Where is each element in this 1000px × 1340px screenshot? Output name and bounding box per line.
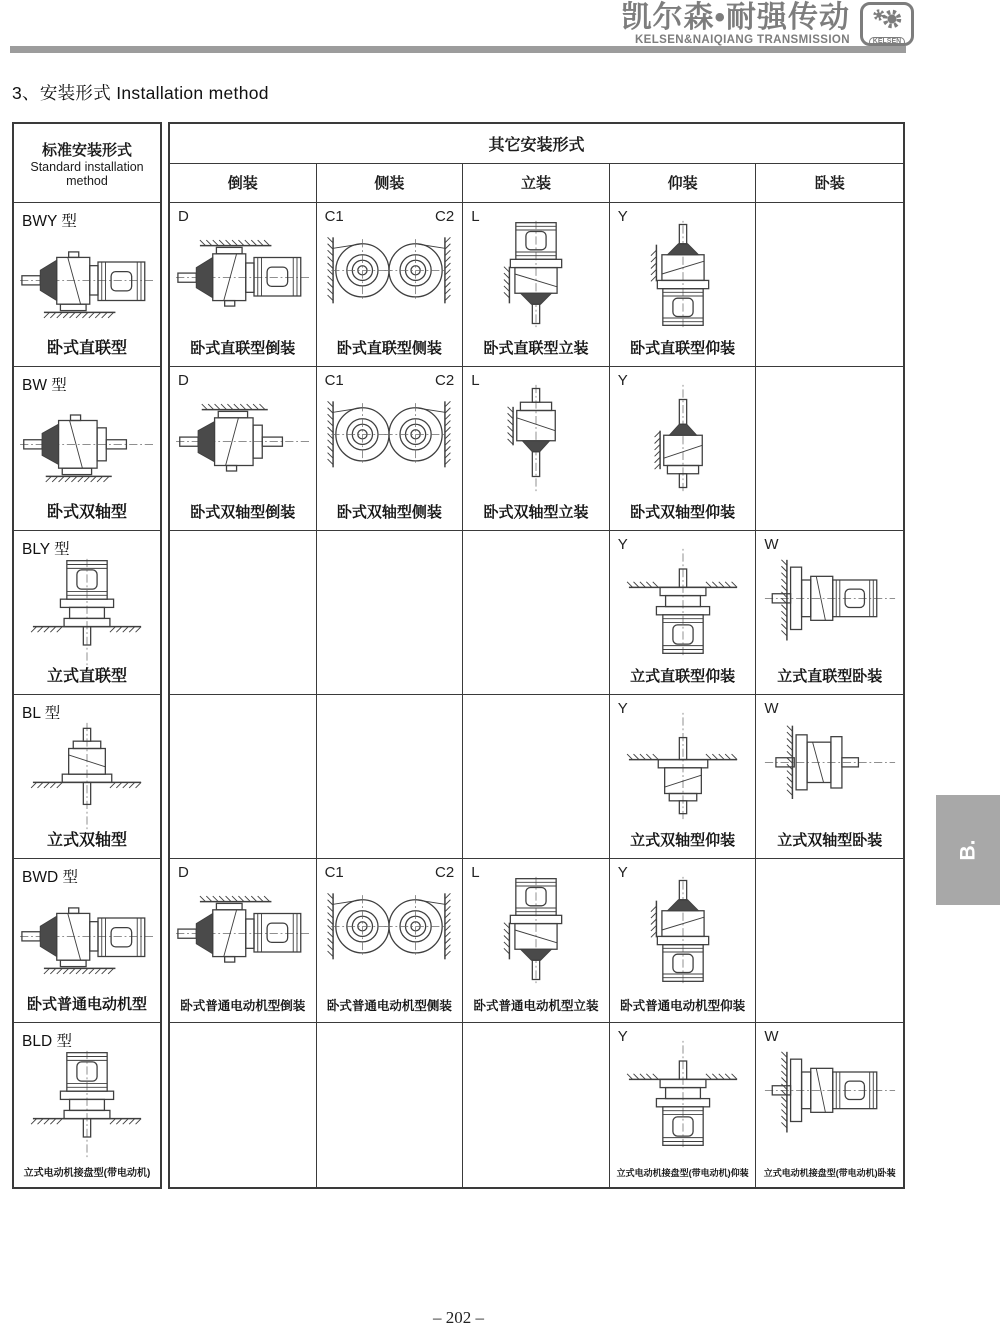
other-installation-table — [168, 122, 905, 1189]
model-caption: 立式直联型 — [46, 668, 127, 685]
column-header-daozhuang: 倒装 — [170, 164, 317, 203]
orientation-code: W — [764, 536, 779, 553]
installation-cell — [170, 859, 317, 1023]
standard-installation-header — [14, 124, 160, 203]
installation-cell — [170, 695, 317, 859]
technical-drawing — [174, 219, 312, 334]
orientation-code: W — [764, 1028, 779, 1045]
standard-header-en2: method — [66, 173, 108, 188]
technical-drawing — [320, 219, 458, 334]
model-label: BWD 型 — [22, 869, 78, 886]
column-header-wozhuang: 卧装 — [814, 175, 845, 193]
cell-caption: 立式双轴型卧装 — [777, 832, 883, 849]
orientation-code: Y — [617, 536, 628, 553]
cell-caption: 立式直联型卧装 — [777, 668, 883, 685]
model-caption: 立式电动机接盘型(带电动机) — [23, 1168, 151, 1179]
technical-drawing — [614, 383, 752, 498]
installation-cell — [463, 531, 610, 695]
orientation-code: L — [471, 372, 480, 389]
orientation-code: C2 — [435, 864, 455, 881]
technical-drawing — [614, 547, 752, 662]
technical-drawing — [614, 219, 752, 334]
model-caption: 卧式双轴型 — [46, 504, 127, 521]
logo-text: KELSEN — [869, 37, 905, 47]
other-installation-grid — [170, 203, 903, 1187]
cell-caption: 卧式直联型倒装 — [190, 340, 296, 357]
technical-drawing — [614, 875, 752, 990]
cell-caption: 卧式普通电动机型立装 — [473, 999, 599, 1013]
brand-name-cn: 凯尔森•耐强传动 — [621, 1, 850, 34]
brand-text — [621, 2, 850, 47]
technical-drawing — [18, 229, 156, 344]
column-header-cezhuang: 侧装 — [317, 164, 464, 203]
cell-caption: 卧式双轴型仰装 — [630, 504, 736, 521]
installation-cell — [463, 859, 610, 1023]
installation-cell — [610, 367, 757, 531]
orientation-code: L — [471, 864, 480, 881]
technical-drawing — [614, 711, 752, 826]
technical-drawing — [18, 393, 156, 508]
installation-cell — [756, 531, 903, 695]
orientation-code: L — [471, 208, 480, 225]
installation-cell — [610, 859, 757, 1023]
installation-cell — [317, 367, 464, 531]
orientation-code: C1 — [324, 208, 344, 225]
standard-model-cell — [14, 203, 160, 367]
standard-model-cell — [14, 367, 160, 531]
model-label: BLD 型 — [22, 1033, 72, 1050]
brand-name-en: KELSEN&NAIQIANG TRANSMISSION — [634, 34, 850, 46]
model-label: BL 型 — [22, 705, 61, 722]
model-label: BLY 型 — [22, 541, 70, 558]
standard-header-cn: 标准安装形式 — [41, 141, 132, 159]
orientation-code: D — [178, 208, 189, 225]
installation-cell — [317, 695, 464, 859]
installation-cell — [170, 203, 317, 367]
technical-drawing — [18, 557, 156, 672]
installation-cell — [463, 367, 610, 531]
installation-cell — [610, 203, 757, 367]
cell-caption: 卧式双轴型立装 — [483, 504, 589, 521]
brand-header — [621, 2, 914, 47]
technical-drawing — [761, 711, 899, 826]
technical-drawing — [320, 875, 458, 990]
orientation-code: C2 — [435, 372, 455, 389]
cell-caption: 卧式双轴型侧装 — [336, 504, 442, 521]
cell-caption: 立式直联型仰装 — [630, 668, 736, 685]
technical-drawing — [174, 383, 312, 498]
model-caption: 卧式直联型 — [46, 340, 127, 357]
standard-header-en1: Standard installation — [30, 159, 144, 174]
section-tab-label: B. — [956, 839, 979, 861]
other-installation-header: 其它安装形式 — [170, 124, 903, 164]
orientation-code: Y — [617, 372, 628, 389]
orientation-code: C2 — [435, 208, 455, 225]
technical-drawing — [761, 1039, 899, 1154]
model-label: BW 型 — [22, 377, 67, 394]
cell-caption: 卧式普通电动机型侧装 — [326, 999, 452, 1013]
technical-drawing — [467, 875, 605, 990]
installation-cell — [756, 859, 903, 1023]
page-title: 3、安装形式 Installation method — [12, 83, 269, 103]
installation-cell — [317, 203, 464, 367]
page-number: – 202 – — [433, 1308, 484, 1327]
installation-cell — [610, 531, 757, 695]
orientation-code: W — [764, 700, 779, 717]
installation-cell — [170, 531, 317, 695]
cell-caption: 卧式普通电动机型倒装 — [180, 999, 306, 1013]
orientation-header-row — [170, 164, 903, 204]
orientation-code: C1 — [324, 372, 344, 389]
orientation-code: Y — [617, 208, 628, 225]
technical-drawing — [18, 1049, 156, 1164]
installation-cell — [170, 1023, 317, 1187]
gear-icon — [867, 5, 907, 36]
standard-model-cell — [14, 859, 160, 1023]
technical-drawing — [18, 721, 156, 836]
standard-installation-column — [12, 122, 162, 1189]
column-header-lizhuang: 立装 — [463, 164, 610, 203]
installation-cell — [756, 695, 903, 859]
model-caption: 卧式普通电动机型 — [26, 996, 147, 1013]
installation-cell — [317, 531, 464, 695]
standard-model-cell — [14, 695, 160, 859]
model-label: BWY 型 — [22, 213, 77, 230]
cell-caption: 卧式直联型立装 — [483, 340, 589, 357]
technical-drawing — [18, 885, 156, 1000]
installation-cell — [317, 1023, 464, 1187]
installation-cell — [756, 367, 903, 531]
header-divider — [10, 46, 906, 53]
installation-cell — [317, 859, 464, 1023]
orientation-code: D — [178, 864, 189, 881]
kelsen-logo — [860, 2, 914, 46]
cell-caption: 卧式双轴型倒装 — [190, 504, 296, 521]
technical-drawing — [320, 383, 458, 498]
orientation-code: Y — [617, 1028, 628, 1045]
technical-drawing — [614, 1039, 752, 1154]
installation-cell — [756, 203, 903, 367]
installation-cell — [463, 203, 610, 367]
installation-cell — [610, 1023, 757, 1187]
section-tab — [936, 795, 1000, 905]
cell-caption: 卧式普通电动机型仰装 — [620, 999, 746, 1013]
orientation-code: C1 — [324, 864, 344, 881]
cell-caption: 卧式直联型侧装 — [336, 340, 442, 357]
cell-caption: 卧式直联型仰装 — [630, 340, 736, 357]
installation-cell — [463, 1023, 610, 1187]
installation-cell — [463, 695, 610, 859]
installation-cell — [170, 367, 317, 531]
technical-drawing — [467, 219, 605, 334]
cell-caption: 立式电动机接盘型(带电动机)仰装 — [616, 1168, 749, 1178]
standard-model-cell — [14, 531, 160, 695]
standard-model-cell — [14, 1023, 160, 1187]
cell-caption: 立式电动机接盘型(带电动机)卧装 — [763, 1168, 896, 1178]
installation-cell — [610, 695, 757, 859]
cell-caption: 立式双轴型仰装 — [630, 832, 736, 849]
technical-drawing — [174, 875, 312, 990]
model-caption: 立式双轴型 — [46, 832, 127, 849]
orientation-code: D — [178, 372, 189, 389]
technical-drawing — [761, 547, 899, 662]
technical-drawing — [467, 383, 605, 498]
orientation-code: Y — [617, 864, 628, 881]
installation-cell — [756, 1023, 903, 1187]
orientation-code: Y — [617, 700, 628, 717]
column-header-yangzhuang: 仰装 — [610, 164, 757, 203]
